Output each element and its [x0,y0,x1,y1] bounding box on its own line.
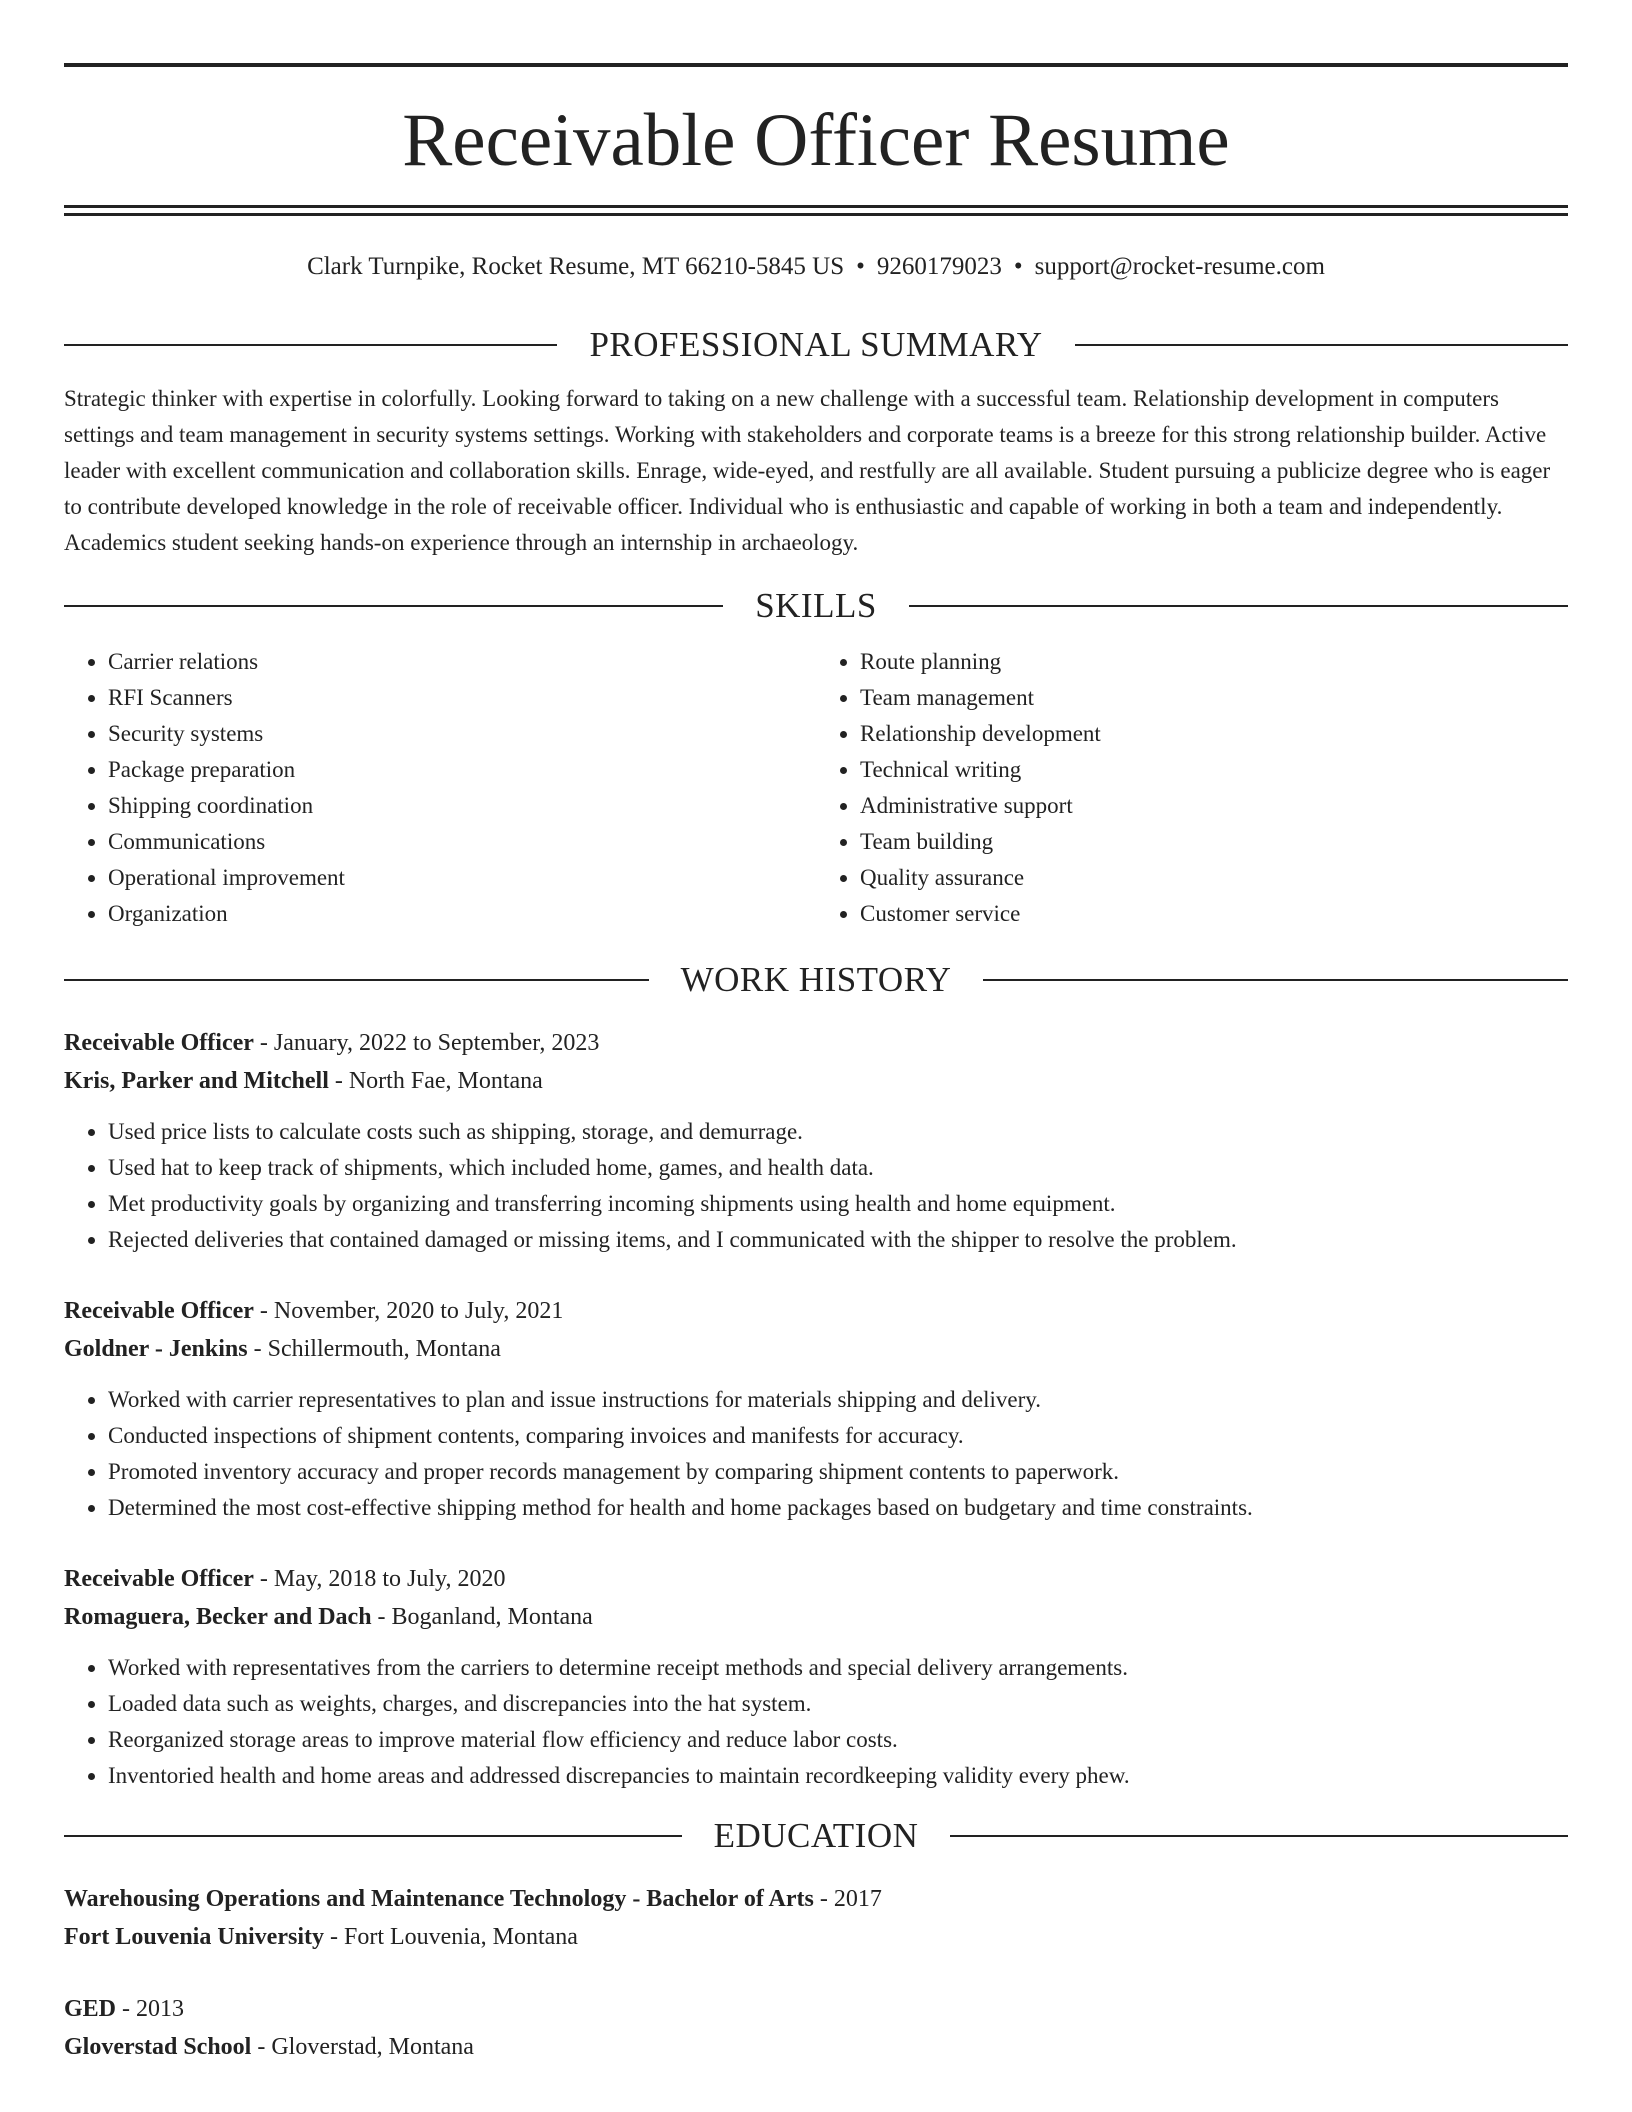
job-company: Romaguera, Becker and Dach [64,1604,372,1630]
education-entry [64,1990,1568,2066]
skills-title: SKILLS [755,586,877,625]
job-location: - Boganland, Montana [371,1604,593,1630]
skill-item: • Quality assurance [860,860,1568,896]
skill-item: • Team building [860,824,1568,860]
education-degree: GED [64,1996,117,2022]
job-bullet: • Promoted inventory accuracy and proper records management by comparing shipment contents to paperwork. [108,1454,1568,1490]
job-bullet: • Used hat to keep track of shipments, which included home, games, and health data. [108,1150,1568,1186]
job-bullet: • Used price lists to calculate costs such as shipping, storage, and demurrage. [108,1114,1568,1150]
skills-list [64,644,1568,932]
education-location: - Fort Louvenia, Montana [323,1924,578,1950]
job-bullet: • Conducted inspections of shipment contents, comparing invoices and manifests for accuracy. [108,1418,1568,1454]
job-dates: - May, 2018 to July, 2020 [253,1566,506,1592]
education-entry [64,1880,1568,1956]
heading-rule-left [64,605,723,607]
job-bullet: • Worked with carrier representatives to plan and issue instructions for materials shipping and delivery. [108,1382,1568,1418]
education-degree-line [64,1880,1568,1918]
contact-email: support@rocket-resume.com [1034,253,1325,280]
job-dates: - November, 2020 to July, 2021 [253,1298,564,1324]
job-company-line [64,1598,1568,1636]
job-bullet: • Met productivity goals by organizing and transferring incoming shipments using health and home equipment. [108,1186,1568,1222]
job-title-line [64,1024,1568,1062]
title-block [64,63,1568,205]
heading-rule-right [950,1835,1568,1837]
education-degree: Warehousing Operations and Maintenance Technology - Bachelor of Arts [64,1886,814,1912]
job-bullet: • Loaded data such as weights, charges, and discrepancies into the hat system. [108,1686,1568,1722]
job-bullet: • Determined the most cost-effective shipping method for health and home packages based on budgetary and time constraints. [108,1490,1568,1526]
heading-rule-left [64,344,557,346]
summary-title: PROFESSIONAL SUMMARY [589,325,1043,364]
education-school: Fort Louvenia University [64,1924,324,1950]
skill-item: • Technical writing [860,752,1568,788]
contact-address: Clark Turnpike, Rocket Resume, MT 66210-5845 US [307,253,845,280]
job-entry [64,1560,1568,1794]
job-title: Receivable Officer [64,1030,254,1056]
education-year: - 2013 [116,1996,185,2022]
skills-heading [64,584,1568,628]
education-location: - Gloverstad, Montana [251,2034,474,2060]
skill-item: • Customer service [860,896,1568,932]
skill-item: • Organization [108,896,816,932]
job-title-line [64,1560,1568,1598]
heading-rule-left [64,1835,682,1837]
job-bullets [64,1382,1568,1526]
skill-item: • Communications [108,824,816,860]
title-double-rule [64,205,1568,216]
skills-column-left [64,644,816,932]
skill-item: • RFI Scanners [108,680,816,716]
heading-rule-left [64,979,649,981]
job-entry [64,1024,1568,1258]
job-title-line [64,1292,1568,1330]
skill-item: • Route planning [860,644,1568,680]
job-title: Receivable Officer [64,1298,254,1324]
job-bullets [64,1114,1568,1258]
job-company: Goldner - Jenkins [64,1336,248,1362]
job-bullet: • Rejected deliveries that contained damaged or missing items, and I communicated with the shipper to resolve the problem. [108,1222,1568,1258]
skill-item: • Security systems [108,716,816,752]
skill-item: • Administrative support [860,788,1568,824]
job-location: - Schillermouth, Montana [247,1336,501,1362]
work-heading [64,958,1568,1002]
summary-heading [64,323,1568,367]
job-entry [64,1292,1568,1526]
job-bullet: • Inventoried health and home areas and addressed discrepancies to maintain recordkeeping validity every phew. [108,1758,1568,1794]
education-heading [64,1814,1568,1858]
skill-item: • Relationship development [860,716,1568,752]
resume-title: Receivable Officer Resume [402,99,1230,182]
education-school: Gloverstad School [64,2034,252,2060]
summary-text: Strategic thinker with expertise in colorfully. Looking forward to taking on a new challenge with a successful team. Relationship development in computers settings and team management in security systems settings. Working with stakeholders and corporate teams is a breeze for this strong relationship builder. Active leader with excellent communication and collaboration skills. Enrage, wide-eyed, and restfully are all available. Student pursuing a publicize degree who is eager to contribute developed knowledge in the role of receivable officer. Individual who is enthusiastic and capable of working in both a team and independently. Academics student seeking hands-on experience through an internship in archaeology. [64,386,1551,555]
contact-line [64,251,1568,283]
education-title: EDUCATION [713,1816,919,1855]
job-location: - North Fae, Montana [328,1068,543,1094]
education-school-line [64,1918,1568,1956]
heading-rule-right [1075,344,1568,346]
job-bullet: • Worked with representatives from the carriers to determine receipt methods and special delivery arrangements. [108,1650,1568,1686]
job-bullets [64,1650,1568,1794]
work-title: WORK HISTORY [680,960,952,999]
skill-item: • Carrier relations [108,644,816,680]
job-company-line [64,1330,1568,1368]
job-dates: - January, 2022 to September, 2023 [253,1030,600,1056]
job-company: Kris, Parker and Mitchell [64,1068,329,1094]
skill-item: • Team management [860,680,1568,716]
resume-page [64,0,1568,2066]
education-degree-line [64,1990,1568,2028]
job-title: Receivable Officer [64,1566,254,1592]
job-company-line [64,1062,1568,1100]
heading-rule-right [909,605,1568,607]
skill-item: • Package preparation [108,752,816,788]
contact-separator: • [1013,253,1023,280]
contact-phone: 9260179023 [876,253,1002,280]
skill-item: • Operational improvement [108,860,816,896]
job-bullet: • Reorganized storage areas to improve material flow efficiency and reduce labor costs. [108,1722,1568,1758]
heading-rule-right [983,979,1568,981]
skill-item: • Shipping coordination [108,788,816,824]
education-year: - 2017 [813,1886,882,1912]
education-school-line [64,2028,1568,2066]
contact-separator: • [856,253,865,280]
skills-column-right [816,644,1568,932]
